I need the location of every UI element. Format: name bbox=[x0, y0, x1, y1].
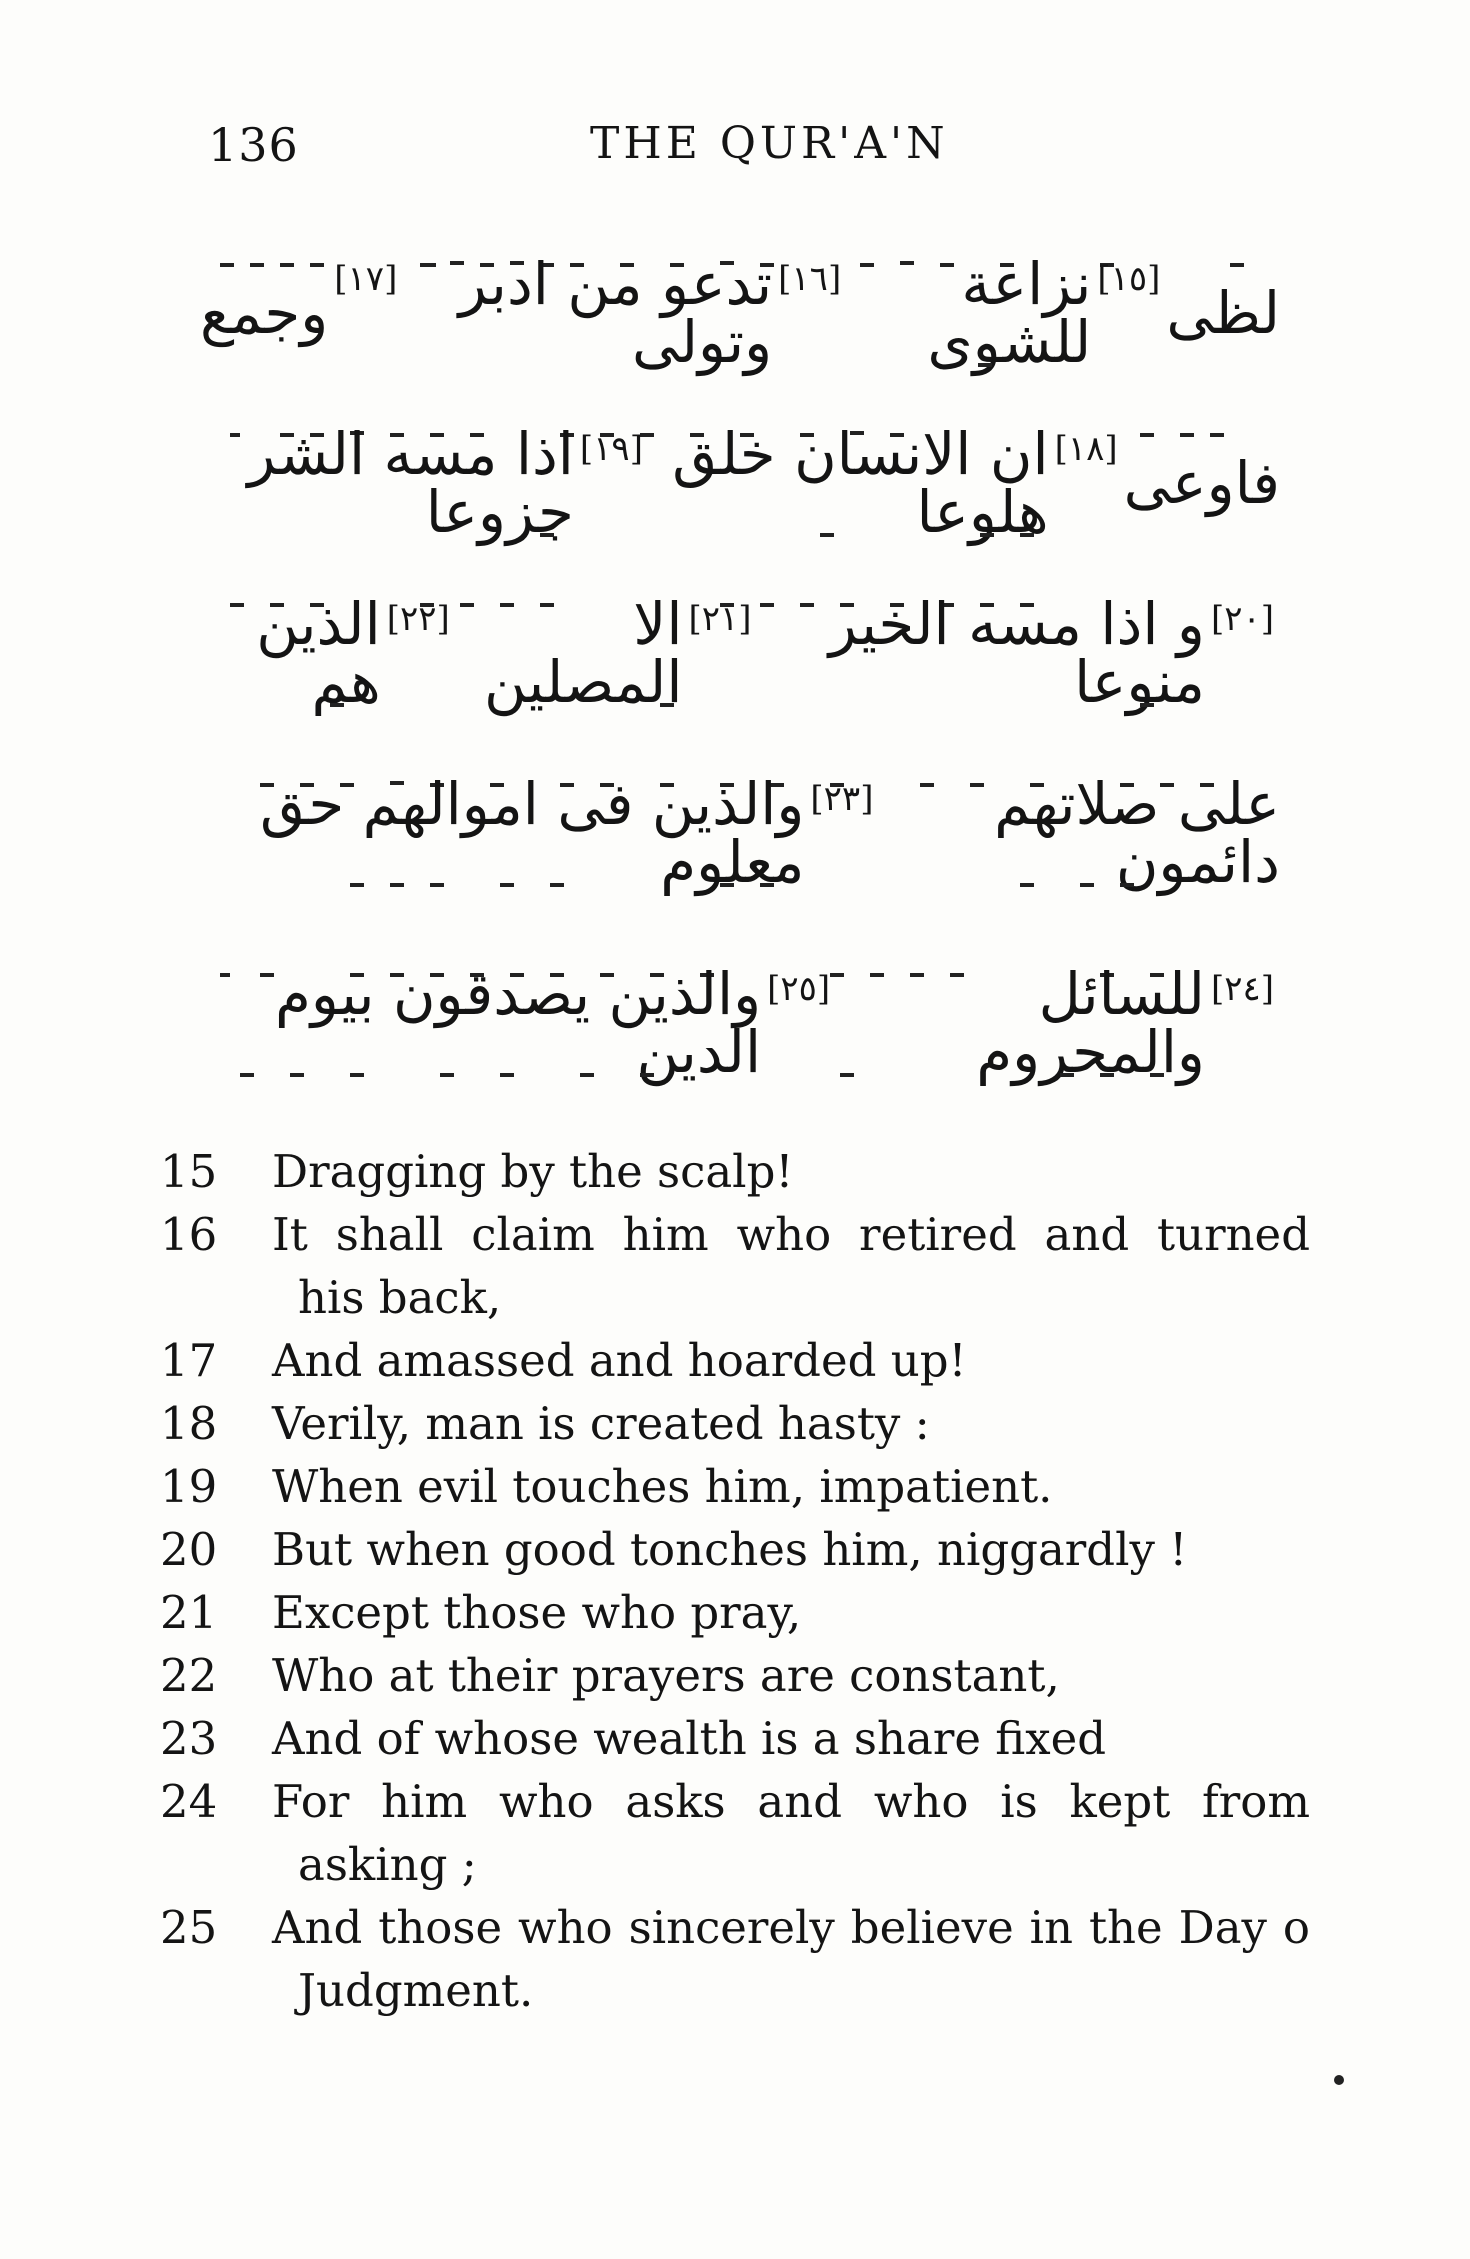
verse-number: 23 bbox=[160, 1712, 218, 1765]
verse-number: 18 bbox=[160, 1397, 218, 1450]
verse-marker: [١٥] bbox=[1097, 259, 1161, 299]
verse-number: 20 bbox=[160, 1523, 218, 1576]
verse-marker: [١٦] bbox=[778, 259, 842, 299]
verse-number: 22 bbox=[160, 1649, 218, 1702]
running-head: THE QUR'A'N bbox=[590, 118, 949, 169]
sub-diacritic-row bbox=[200, 353, 1280, 383]
verse-item bbox=[160, 1455, 1310, 1518]
verse-text: But when good tonches him, niggardly ! bbox=[272, 1523, 1188, 1576]
verse-text: When evil touches him, impatient. bbox=[272, 1460, 1053, 1513]
translation-list bbox=[160, 1140, 1310, 2022]
verse-text: Except those who pray, bbox=[272, 1586, 802, 1639]
verse-text: Verily, man is created hasty : bbox=[272, 1397, 930, 1450]
arabic-line-1 bbox=[200, 235, 1280, 385]
page-header bbox=[0, 118, 1470, 188]
verse-item bbox=[160, 1140, 1310, 1203]
verse-item bbox=[160, 1392, 1310, 1455]
verse-text-continuation: Judgment. bbox=[298, 1964, 534, 2017]
sub-diacritic-row bbox=[200, 1063, 1280, 1093]
arabic-text: وجمع bbox=[200, 279, 329, 347]
sub-diacritic-row bbox=[200, 693, 1280, 723]
verse-number: 15 bbox=[160, 1145, 218, 1198]
verse-text-continuation: asking ; bbox=[298, 1838, 477, 1891]
verse-marker: [٢٣] bbox=[810, 779, 874, 819]
verse-item bbox=[160, 1770, 1310, 1896]
arabic-text: الذين هم bbox=[256, 590, 381, 716]
arabic-text: الا المصلين bbox=[483, 590, 683, 716]
sub-diacritic-row bbox=[200, 873, 1280, 903]
verse-text: And those who sincerely believe in the Day o bbox=[272, 1901, 1310, 1954]
arabic-line-2 bbox=[200, 405, 1280, 555]
arabic-text: نزاعة للشوى bbox=[927, 250, 1092, 376]
arabic-text: لظى bbox=[1166, 279, 1280, 347]
verse-number: 16 bbox=[160, 1208, 218, 1261]
arabic-text: ان الانسان خلق هلوعا bbox=[672, 420, 1049, 546]
page-number: 136 bbox=[208, 118, 299, 172]
arabic-text: اذا مسه الشر جزوعا bbox=[247, 420, 574, 546]
arabic-text: للسائل والمحروم bbox=[976, 960, 1205, 1086]
verse-marker: [١٨] bbox=[1054, 429, 1118, 469]
verse-marker: [٢٥] bbox=[767, 969, 831, 1009]
verse-text: Dragging by the scalp! bbox=[272, 1145, 794, 1198]
arabic-text: والذين يصدقون بيوم الدين bbox=[274, 960, 762, 1086]
verse-marker: [١٧] bbox=[334, 259, 398, 299]
verse-item bbox=[160, 1329, 1310, 1392]
arabic-text: فاوعى bbox=[1123, 449, 1280, 517]
verse-text: It shall claim him who retired and turned bbox=[272, 1208, 1310, 1261]
verse-item bbox=[160, 1644, 1310, 1707]
verse-number: 25 bbox=[160, 1901, 218, 1954]
verse-text: For him who asks and who is kept from bbox=[272, 1775, 1310, 1828]
verse-item bbox=[160, 1896, 1310, 2022]
sub-diacritic-row bbox=[200, 523, 1280, 553]
arabic-text: والذين فى اموالهم حق معلوم bbox=[259, 770, 805, 896]
verse-marker: [٢٢] bbox=[386, 599, 450, 639]
arabic-text: و اذا مسه الخير منوعا bbox=[828, 590, 1205, 716]
verse-item bbox=[160, 1707, 1310, 1770]
verse-text: Who at their prayers are constant, bbox=[272, 1649, 1060, 1702]
print-speck bbox=[1334, 2075, 1344, 2085]
verse-item bbox=[160, 1581, 1310, 1644]
verse-number: 19 bbox=[160, 1460, 218, 1513]
verse-number: 21 bbox=[160, 1586, 218, 1639]
verse-item bbox=[160, 1518, 1310, 1581]
arabic-line-3 bbox=[200, 575, 1280, 725]
verse-text: And amassed and hoarded up! bbox=[272, 1334, 967, 1387]
verse-item bbox=[160, 1203, 1310, 1329]
verse-marker: [١٩] bbox=[579, 429, 643, 469]
arabic-text: على صلاتهم دائمون bbox=[994, 770, 1280, 896]
arabic-line-4 bbox=[200, 755, 1280, 905]
verse-text: And of whose wealth is a share fixed bbox=[272, 1712, 1107, 1765]
verse-marker: [٢١] bbox=[688, 599, 752, 639]
verse-number: 17 bbox=[160, 1334, 218, 1387]
verse-marker: [٢٠] bbox=[1210, 599, 1274, 639]
arabic-line-5 bbox=[200, 945, 1280, 1095]
arabic-text: تدعو من ادبر وتولى bbox=[458, 250, 773, 376]
verse-number: 24 bbox=[160, 1775, 218, 1828]
verse-marker: [٢٤] bbox=[1210, 969, 1274, 1009]
verse-text-continuation: his back, bbox=[298, 1271, 502, 1324]
